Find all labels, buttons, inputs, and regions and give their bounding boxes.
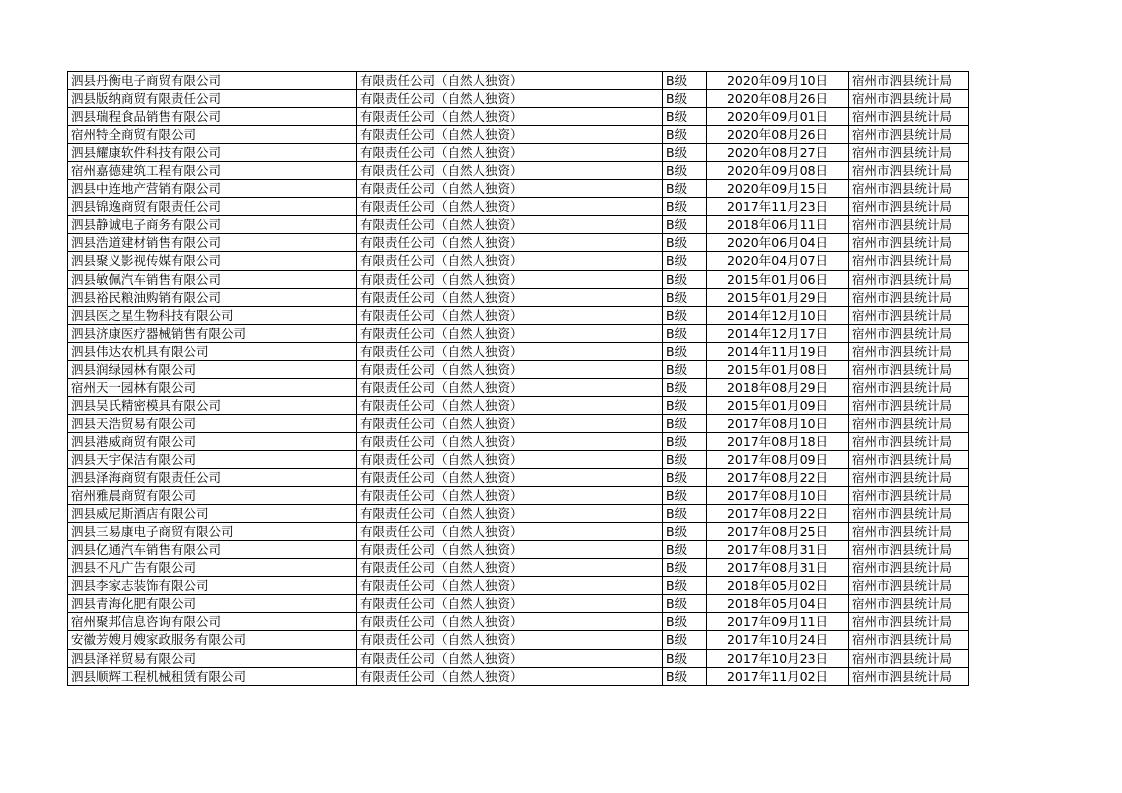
table-row [68, 324, 969, 342]
date-cell: 2017年08月22日 [707, 469, 849, 487]
credit-grade-cell: B级 [663, 414, 707, 432]
credit-grade-cell: B级 [663, 432, 707, 450]
table-row [68, 252, 969, 270]
credit-grade-cell: B级 [663, 342, 707, 360]
authority-cell: 宿州市泗县统计局 [849, 126, 969, 144]
table-row [68, 216, 969, 234]
table-row [68, 378, 969, 396]
credit-grade-cell: B级 [663, 126, 707, 144]
authority-cell: 宿州市泗县统计局 [849, 396, 969, 414]
table-row [68, 108, 969, 126]
date-cell: 2017年10月23日 [707, 649, 849, 667]
authority-cell: 宿州市泗县统计局 [849, 306, 969, 324]
company-type-cell: 有限责任公司（自然人独资） [357, 72, 663, 90]
company-type-cell: 有限责任公司（自然人独资） [357, 523, 663, 541]
authority-cell: 宿州市泗县统计局 [849, 667, 969, 685]
company-name-cell: 泗县瑞程食品销售有限公司 [68, 108, 357, 126]
credit-grade-cell: B级 [663, 523, 707, 541]
company-type-cell: 有限责任公司（自然人独资） [357, 306, 663, 324]
company-type-cell: 有限责任公司（自然人独资） [357, 360, 663, 378]
company-name-cell: 泗县威尼斯酒店有限公司 [68, 505, 357, 523]
date-cell: 2014年12月17日 [707, 324, 849, 342]
company-type-cell: 有限责任公司（自然人独资） [357, 324, 663, 342]
company-name-cell: 泗县顺辉工程机械租赁有限公司 [68, 667, 357, 685]
company-type-cell: 有限责任公司（自然人独资） [357, 378, 663, 396]
table-row [68, 559, 969, 577]
authority-cell: 宿州市泗县统计局 [849, 523, 969, 541]
company-name-cell: 宿州嘉德建筑工程有限公司 [68, 162, 357, 180]
company-name-cell: 泗县伟达农机具有限公司 [68, 342, 357, 360]
company-type-cell: 有限责任公司（自然人独资） [357, 90, 663, 108]
date-cell: 2020年08月27日 [707, 144, 849, 162]
authority-cell: 宿州市泗县统计局 [849, 216, 969, 234]
company-name-cell: 宿州聚邦信息咨询有限公司 [68, 613, 357, 631]
table-row [68, 72, 969, 90]
authority-cell: 宿州市泗县统计局 [849, 198, 969, 216]
company-type-cell: 有限责任公司（自然人独资） [357, 649, 663, 667]
table-row [68, 306, 969, 324]
authority-cell: 宿州市泗县统计局 [849, 595, 969, 613]
company-name-cell: 泗县三易康电子商贸有限公司 [68, 523, 357, 541]
table-row [68, 180, 969, 198]
date-cell: 2017年11月02日 [707, 667, 849, 685]
table-row [68, 523, 969, 541]
credit-grade-cell: B级 [663, 306, 707, 324]
authority-cell: 宿州市泗县统计局 [849, 469, 969, 487]
company-name-cell: 泗县浩道建材销售有限公司 [68, 234, 357, 252]
date-cell: 2017年08月10日 [707, 487, 849, 505]
authority-cell: 宿州市泗县统计局 [849, 613, 969, 631]
table-row [68, 432, 969, 450]
credit-grade-cell: B级 [663, 541, 707, 559]
credit-grade-cell: B级 [663, 360, 707, 378]
company-type-cell: 有限责任公司（自然人独资） [357, 487, 663, 505]
credit-grade-cell: B级 [663, 613, 707, 631]
authority-cell: 宿州市泗县统计局 [849, 450, 969, 468]
authority-cell: 宿州市泗县统计局 [849, 90, 969, 108]
company-type-cell: 有限责任公司（自然人独资） [357, 577, 663, 595]
company-type-cell: 有限责任公司（自然人独资） [357, 288, 663, 306]
authority-cell: 宿州市泗县统计局 [849, 414, 969, 432]
date-cell: 2015年01月09日 [707, 396, 849, 414]
company-name-cell: 泗县李家志装饰有限公司 [68, 577, 357, 595]
table-row [68, 667, 969, 685]
date-cell: 2020年08月26日 [707, 126, 849, 144]
authority-cell: 宿州市泗县统计局 [849, 432, 969, 450]
company-name-cell: 泗县港威商贸有限公司 [68, 432, 357, 450]
authority-cell: 宿州市泗县统计局 [849, 487, 969, 505]
company-type-cell: 有限责任公司（自然人独资） [357, 396, 663, 414]
authority-cell: 宿州市泗县统计局 [849, 541, 969, 559]
company-type-cell: 有限责任公司（自然人独资） [357, 631, 663, 649]
company-name-cell: 泗县泽海商贸有限责任公司 [68, 469, 357, 487]
date-cell: 2020年09月10日 [707, 72, 849, 90]
date-cell: 2014年12月10日 [707, 306, 849, 324]
table-row [68, 613, 969, 631]
date-cell: 2018年05月02日 [707, 577, 849, 595]
company-name-cell: 安徽芳嫂月嫂家政服务有限公司 [68, 631, 357, 649]
date-cell: 2017年08月25日 [707, 523, 849, 541]
credit-grade-cell: B级 [663, 469, 707, 487]
table-row [68, 90, 969, 108]
authority-cell: 宿州市泗县统计局 [849, 505, 969, 523]
company-type-cell: 有限责任公司（自然人独资） [357, 270, 663, 288]
credit-grade-cell: B级 [663, 198, 707, 216]
authority-cell: 宿州市泗县统计局 [849, 180, 969, 198]
date-cell: 2017年08月09日 [707, 450, 849, 468]
table-row [68, 396, 969, 414]
credit-grade-cell: B级 [663, 450, 707, 468]
authority-cell: 宿州市泗县统计局 [849, 631, 969, 649]
date-cell: 2015年01月08日 [707, 360, 849, 378]
credit-grade-cell: B级 [663, 72, 707, 90]
table-row [68, 162, 969, 180]
authority-cell: 宿州市泗县统计局 [849, 288, 969, 306]
company-name-cell: 泗县裕民粮油购销有限公司 [68, 288, 357, 306]
date-cell: 2017年10月24日 [707, 631, 849, 649]
table-row [68, 144, 969, 162]
company-type-cell: 有限责任公司（自然人独资） [357, 162, 663, 180]
credit-grade-cell: B级 [663, 216, 707, 234]
date-cell: 2017年08月31日 [707, 541, 849, 559]
company-type-cell: 有限责任公司（自然人独资） [357, 108, 663, 126]
date-cell: 2017年08月10日 [707, 414, 849, 432]
company-type-cell: 有限责任公司（自然人独资） [357, 541, 663, 559]
credit-grade-cell: B级 [663, 288, 707, 306]
date-cell: 2017年08月18日 [707, 432, 849, 450]
date-cell: 2017年08月22日 [707, 505, 849, 523]
credit-grade-cell: B级 [663, 270, 707, 288]
table-row [68, 450, 969, 468]
date-cell: 2015年01月29日 [707, 288, 849, 306]
company-type-cell: 有限责任公司（自然人独资） [357, 234, 663, 252]
authority-cell: 宿州市泗县统计局 [849, 360, 969, 378]
table-row [68, 505, 969, 523]
date-cell: 2017年08月31日 [707, 559, 849, 577]
table-row [68, 414, 969, 432]
credit-grade-cell: B级 [663, 559, 707, 577]
company-name-cell: 泗县耀康软件科技有限公司 [68, 144, 357, 162]
credit-grade-cell: B级 [663, 505, 707, 523]
authority-cell: 宿州市泗县统计局 [849, 559, 969, 577]
credit-grade-cell: B级 [663, 108, 707, 126]
authority-cell: 宿州市泗县统计局 [849, 270, 969, 288]
company-name-cell: 泗县济康医疗器械销售有限公司 [68, 324, 357, 342]
company-name-cell: 泗县锦逸商贸有限责任公司 [68, 198, 357, 216]
authority-cell: 宿州市泗县统计局 [849, 252, 969, 270]
table-row [68, 649, 969, 667]
credit-grade-cell: B级 [663, 162, 707, 180]
company-type-cell: 有限责任公司（自然人独资） [357, 252, 663, 270]
date-cell: 2020年06月04日 [707, 234, 849, 252]
company-name-cell: 泗县泽祥贸易有限公司 [68, 649, 357, 667]
credit-grade-cell: B级 [663, 631, 707, 649]
credit-grade-cell: B级 [663, 252, 707, 270]
company-name-cell: 泗县润绿园林有限公司 [68, 360, 357, 378]
company-type-cell: 有限责任公司（自然人独资） [357, 505, 663, 523]
company-name-cell: 宿州雅晨商贸有限公司 [68, 487, 357, 505]
company-name-cell: 泗县版纳商贸有限责任公司 [68, 90, 357, 108]
company-name-cell: 宿州特全商贸有限公司 [68, 126, 357, 144]
table-row [68, 631, 969, 649]
date-cell: 2018年08月29日 [707, 378, 849, 396]
date-cell: 2020年04月07日 [707, 252, 849, 270]
company-name-cell: 泗县不凡广告有限公司 [68, 559, 357, 577]
company-name-cell: 泗县天浩贸易有限公司 [68, 414, 357, 432]
company-type-cell: 有限责任公司（自然人独资） [357, 432, 663, 450]
credit-grade-cell: B级 [663, 324, 707, 342]
table-row [68, 541, 969, 559]
company-name-cell: 宿州天一园林有限公司 [68, 378, 357, 396]
credit-grade-cell: B级 [663, 90, 707, 108]
company-name-cell: 泗县亿通汽车销售有限公司 [68, 541, 357, 559]
authority-cell: 宿州市泗县统计局 [849, 342, 969, 360]
company-name-cell: 泗县中连地产营销有限公司 [68, 180, 357, 198]
table-row [68, 487, 969, 505]
credit-grade-cell: B级 [663, 180, 707, 198]
table-row [68, 595, 969, 613]
company-type-cell: 有限责任公司（自然人独资） [357, 342, 663, 360]
credit-grade-cell: B级 [663, 667, 707, 685]
table-row [68, 234, 969, 252]
company-type-cell: 有限责任公司（自然人独资） [357, 414, 663, 432]
credit-grade-cell: B级 [663, 487, 707, 505]
company-name-cell: 泗县敏佩汽车销售有限公司 [68, 270, 357, 288]
authority-cell: 宿州市泗县统计局 [849, 108, 969, 126]
table-row [68, 342, 969, 360]
company-name-cell: 泗县丹衡电子商贸有限公司 [68, 72, 357, 90]
authority-cell: 宿州市泗县统计局 [849, 162, 969, 180]
company-type-cell: 有限责任公司（自然人独资） [357, 198, 663, 216]
credit-grade-cell: B级 [663, 396, 707, 414]
date-cell: 2020年09月08日 [707, 162, 849, 180]
company-type-cell: 有限责任公司（自然人独资） [357, 144, 663, 162]
company-type-cell: 有限责任公司（自然人独资） [357, 180, 663, 198]
table-row [68, 360, 969, 378]
records-table [67, 71, 969, 686]
company-type-cell: 有限责任公司（自然人独资） [357, 559, 663, 577]
credit-grade-cell: B级 [663, 595, 707, 613]
date-cell: 2014年11月19日 [707, 342, 849, 360]
table-row [68, 577, 969, 595]
date-cell: 2017年09月11日 [707, 613, 849, 631]
authority-cell: 宿州市泗县统计局 [849, 649, 969, 667]
authority-cell: 宿州市泗县统计局 [849, 324, 969, 342]
date-cell: 2018年05月04日 [707, 595, 849, 613]
authority-cell: 宿州市泗县统计局 [849, 72, 969, 90]
company-name-cell: 泗县吴氏精密模具有限公司 [68, 396, 357, 414]
company-type-cell: 有限责任公司（自然人独资） [357, 595, 663, 613]
company-name-cell: 泗县静诚电子商务有限公司 [68, 216, 357, 234]
company-type-cell: 有限责任公司（自然人独资） [357, 126, 663, 144]
table-row [68, 469, 969, 487]
date-cell: 2020年08月26日 [707, 90, 849, 108]
company-name-cell: 泗县天宇保洁有限公司 [68, 450, 357, 468]
authority-cell: 宿州市泗县统计局 [849, 234, 969, 252]
records-table-body [68, 72, 969, 686]
date-cell: 2020年09月15日 [707, 180, 849, 198]
date-cell: 2018年06月11日 [707, 216, 849, 234]
company-type-cell: 有限责任公司（自然人独资） [357, 613, 663, 631]
authority-cell: 宿州市泗县统计局 [849, 577, 969, 595]
table-row [68, 288, 969, 306]
credit-grade-cell: B级 [663, 234, 707, 252]
company-type-cell: 有限责任公司（自然人独资） [357, 216, 663, 234]
company-name-cell: 泗县聚义影视传媒有限公司 [68, 252, 357, 270]
date-cell: 2017年11月23日 [707, 198, 849, 216]
company-name-cell: 泗县医之星生物科技有限公司 [68, 306, 357, 324]
table-row [68, 126, 969, 144]
table-row [68, 198, 969, 216]
credit-grade-cell: B级 [663, 577, 707, 595]
table-row [68, 270, 969, 288]
authority-cell: 宿州市泗县统计局 [849, 144, 969, 162]
authority-cell: 宿州市泗县统计局 [849, 378, 969, 396]
date-cell: 2020年09月01日 [707, 108, 849, 126]
date-cell: 2015年01月06日 [707, 270, 849, 288]
credit-grade-cell: B级 [663, 144, 707, 162]
company-type-cell: 有限责任公司（自然人独资） [357, 469, 663, 487]
company-type-cell: 有限责任公司（自然人独资） [357, 450, 663, 468]
credit-grade-cell: B级 [663, 649, 707, 667]
company-type-cell: 有限责任公司（自然人独资） [357, 667, 663, 685]
credit-grade-cell: B级 [663, 378, 707, 396]
company-name-cell: 泗县青海化肥有限公司 [68, 595, 357, 613]
